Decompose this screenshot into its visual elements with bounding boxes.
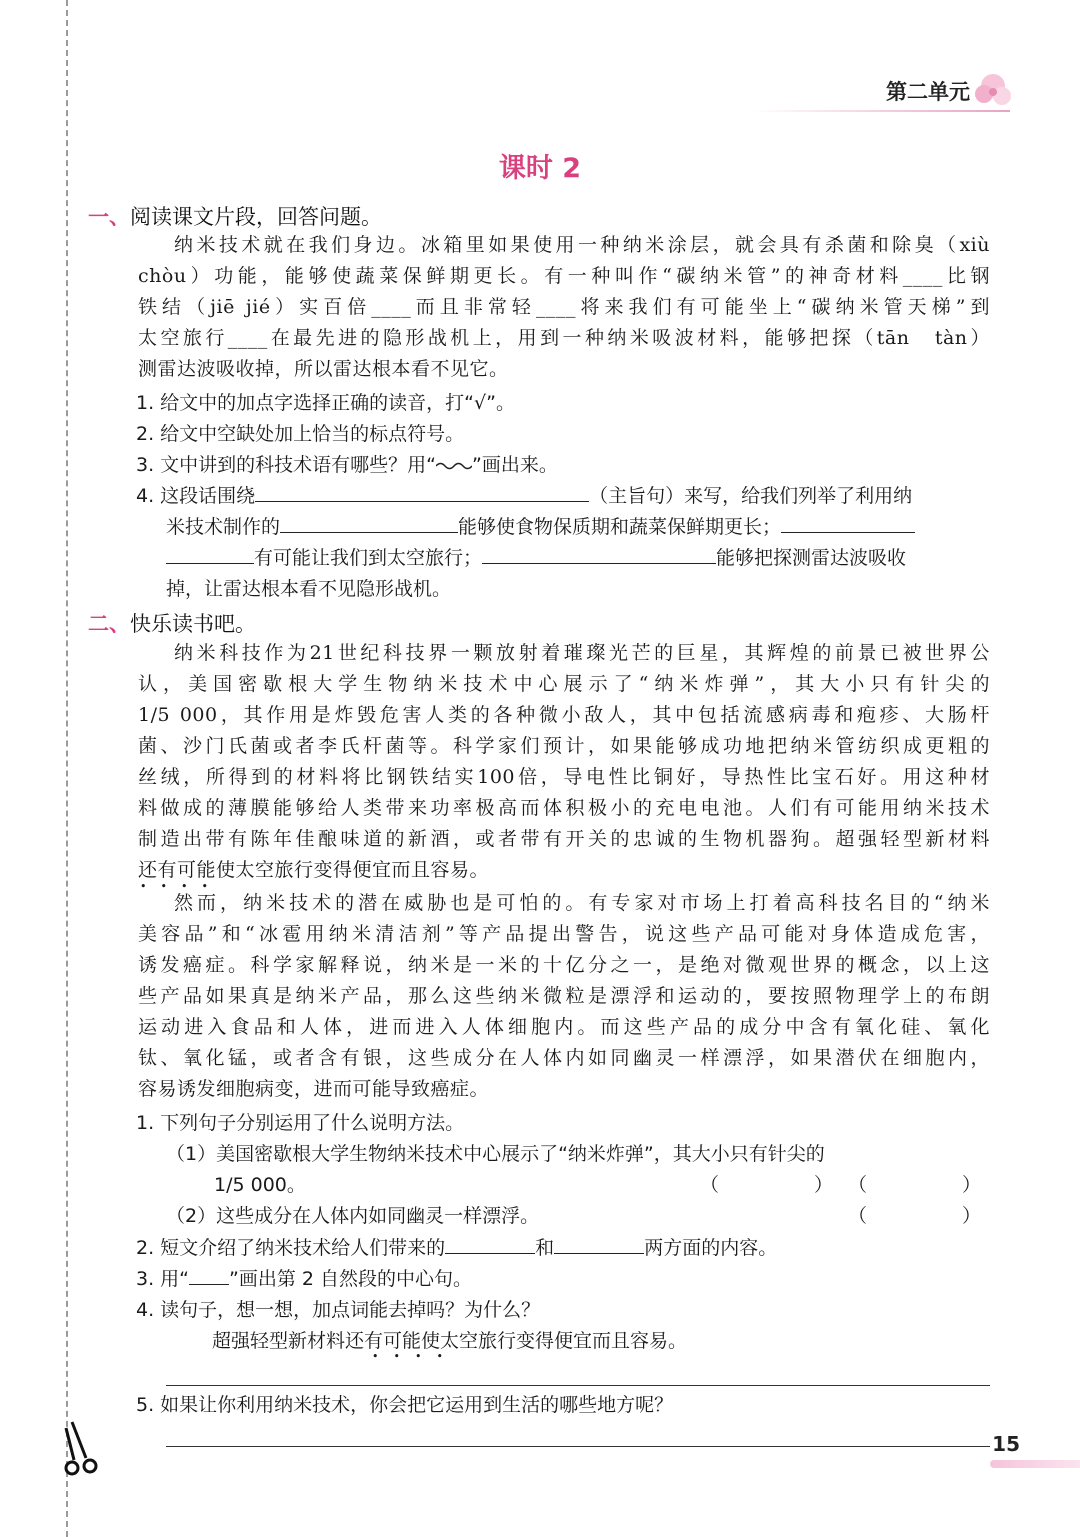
s2-question-1-2: （2）这些成分在人体内如同幽灵一样漂浮。: [166, 1205, 540, 1227]
passage3-line: 容易诱发细胞病变，进而可能导致癌症。: [138, 1078, 490, 1100]
s1-q4-text: （主旨句）来写，给我们列举了利用纳: [589, 485, 913, 507]
answer-paren[interactable]: （ ）: [848, 1174, 982, 1196]
emphasis-dots: ••••: [140, 880, 222, 893]
s2-question-1-1: （1）美国密歇根大学生物纳米技术中心展示了“纳米炸弹”，其大小只有针尖的: [166, 1143, 825, 1165]
answer-blank[interactable]: [280, 514, 458, 533]
s1-question-4-line1: [136, 481, 912, 512]
passage3-line: 美容品”和“冰雹用纳米清洁剂”等产品提出警告，说这些产品可能对身体造成危害，: [138, 923, 990, 945]
passage2-line: 纳米科技作为21世纪科技界一颗放射着璀璨光芒的巨星，其辉煌的前景已被世界公: [174, 642, 990, 664]
s2-question-3: [136, 1264, 472, 1295]
answer-line[interactable]: [166, 1446, 990, 1447]
cut-dashed-line: [66, 0, 68, 1537]
passage3-line: 钛、氧化锰，或者含有银，这些成分在人体内如同幽灵一样漂浮，如果潜伏在细胞内，: [138, 1047, 990, 1069]
s2-q2-text: 和: [535, 1237, 555, 1259]
answer-line[interactable]: [166, 1385, 990, 1386]
s1-question-4-line3: [166, 543, 906, 574]
passage1-line: chòu）功能，能够使蔬菜保鲜期更长。有一种叫作“碳纳米管”的神奇材料____比钢: [138, 265, 990, 287]
s1-q4-text: 米技术制作的: [166, 516, 281, 538]
s1-q4-text: 有可能让我们到太空旅行；: [254, 547, 483, 569]
s2-q4-sentence: 超强轻型新材料还有可能使太空旅行变得便宜而且容易。: [212, 1330, 688, 1352]
s2-question-5: 5. 如果让你利用纳米技术，你会把它运用到生活的哪些地方呢？: [136, 1394, 674, 1416]
page-number-bar: [990, 1460, 1080, 1468]
lesson-title: 课时 2: [498, 153, 582, 184]
s1-q4-text: 能够把探测雷达波吸收: [716, 547, 907, 569]
s1-question-1: 1. 给文中的加点字选择正确的读音，打“√”。: [136, 392, 515, 414]
s2-q3-text: 3. 用“: [136, 1268, 190, 1290]
s1-question-3: [136, 450, 558, 481]
s2-q2-text: 两方面的内容。: [644, 1237, 778, 1259]
answer-blank[interactable]: [166, 545, 254, 564]
s2-question-4: 4. 读句子，想一想，加点词能去掉吗？为什么？: [136, 1299, 541, 1321]
s2-q3-text: ”画出第 2 自然段的中心句。: [229, 1268, 473, 1290]
s1-q3-text-a: 3. 文中讲到的科技术语有哪些？用“: [136, 454, 437, 476]
answer-blank[interactable]: [255, 483, 589, 502]
answer-blank[interactable]: [482, 545, 716, 564]
answer-blank[interactable]: [554, 1235, 644, 1254]
passage3-line: 诱发癌症。科学家解释说，纳米是一米的十亿分之一，是绝对微观世界的概念，以上这: [138, 954, 990, 976]
section1-title: 阅读课文片段，回答问题。: [130, 205, 382, 229]
section1-number: 一、: [88, 205, 130, 229]
s2-question-1: 1. 下列句子分别运用了什么说明方法。: [136, 1112, 465, 1134]
s2-question-1-1b: 1/5 000。: [214, 1174, 306, 1196]
passage3-line: 然而，纳米技术的潜在威胁也是可怕的。有专家对市场上打着高科技名目的“纳米: [174, 892, 990, 914]
passage3-line: 运动进入食品和人体，进而进入人体细胞内。而这些产品的成分中含有氧化硅、氧化: [138, 1016, 990, 1038]
passage3-line: 些产品如果真是纳米产品，那么这些纳米微粒是漂浮和运动的，要按照物理学上的布朗: [138, 985, 990, 1007]
s2-q2-text: 2. 短文介绍了纳米技术给人们带来的: [136, 1237, 446, 1259]
s1-q4-text: 能够使食物保质期和蔬菜保鲜期更长；: [458, 516, 782, 538]
wavy-underline-icon: [436, 461, 472, 471]
section2-title: 快乐读书吧。: [130, 612, 256, 636]
s1-question-4-line4: 掉，让雷达根本看不见隐形战机。: [166, 578, 452, 600]
flower-icon: [968, 66, 1018, 116]
passage1-line: 铁结（jiē jié）实百倍____而且非常轻____将来我们有可能坐上“碳纳米管天梯”到: [138, 296, 990, 318]
passage2-line: 制造出带有陈年佳酿味道的新酒，或者带有开关的忠诚的生物机器狗。超强轻型新材料: [138, 828, 990, 850]
section2-number: 二、: [88, 612, 130, 636]
passage2-line: 认，美国密歇根大学生物纳米技术中心展示了“纳米炸弹”，其大小只有针尖的: [138, 673, 990, 695]
s1-q3-text-b: ”画出来。: [472, 454, 558, 476]
passage2-line: 菌、沙门氏菌或者李氏杆菌等。科学家们预计，如果能够成功地把纳米管纺织成更粗的: [138, 735, 990, 757]
page-number: 15: [992, 1432, 1020, 1456]
s2-question-2: [136, 1233, 777, 1264]
scissors-icon: [60, 1420, 100, 1480]
s1-question-2: 2. 给文中空缺处加上恰当的标点符号。: [136, 423, 465, 445]
unit-header: 第二单元: [886, 80, 970, 104]
passage2-line: 1/5 000，其作用是炸毁危害人类的各种微小敌人，其中包括流感病毒和疱疹、大肠杆: [138, 704, 990, 726]
passage1-line: 太空旅行____在最先进的隐形战机上，用到一种纳米吸波材料，能够把探（tān tàn）: [138, 327, 990, 349]
passage2-line: 丝绒，所得到的材料将比钢铁结实100倍，导电性比铜好，导热性比宝石好。用这种材: [138, 766, 990, 788]
section1-heading: [88, 201, 382, 231]
answer-blank[interactable]: [781, 514, 915, 533]
s1-q4-text: 4. 这段话围绕: [136, 485, 256, 507]
passage2-line: 还有可能使太空旅行变得便宜而且容易。: [138, 859, 490, 881]
section2-heading: [88, 608, 256, 638]
answer-paren[interactable]: （ ）: [848, 1205, 982, 1227]
emphasis-dots: ••••: [372, 1350, 458, 1363]
underline-sample: [189, 1268, 229, 1285]
passage1-line: 测雷达波吸收掉，所以雷达根本看不见它。: [138, 358, 509, 380]
passage2-line: 料做成的薄膜能够给人类带来功率极高而体积极小的充电电池。人们有可能用纳米技术: [138, 797, 990, 819]
answer-paren[interactable]: （ ）: [700, 1174, 834, 1196]
s1-question-4-line2: [166, 512, 915, 543]
answer-blank[interactable]: [445, 1235, 535, 1254]
passage1-line: 纳米技术就在我们身边。冰箱里如果使用一种纳米涂层，就会具有杀菌和除臭（xiù: [174, 234, 990, 256]
